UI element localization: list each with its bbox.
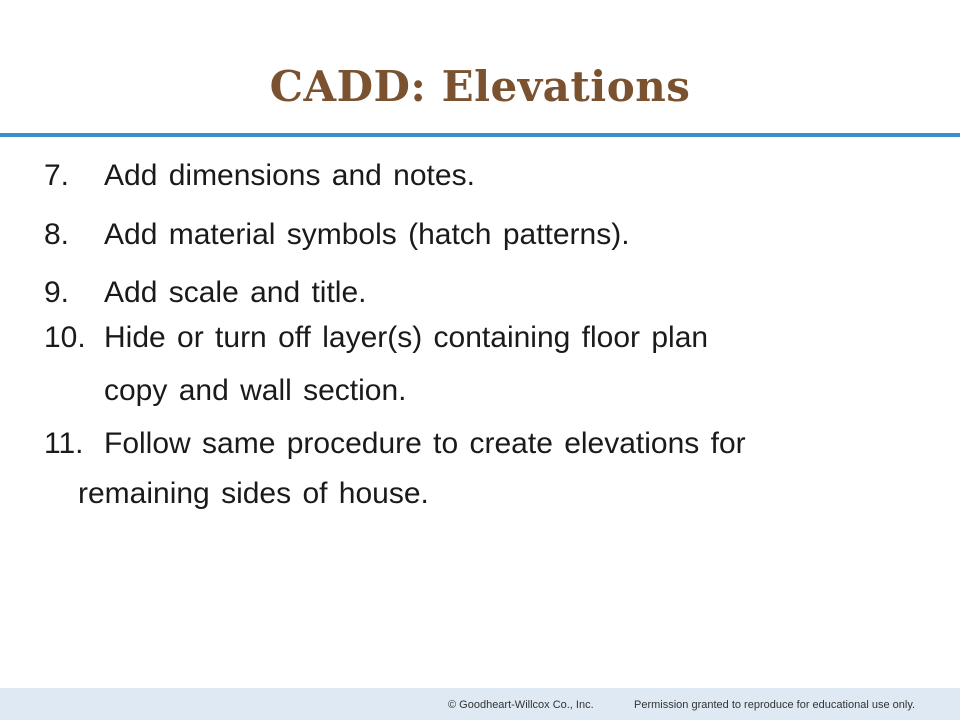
item-text: Add material symbols (hatch patterns). [104, 218, 630, 251]
item-number: 7. [44, 159, 70, 192]
list-item [44, 278, 367, 308]
list-item-continuation: remaining sides of house. [78, 477, 429, 510]
item-text: Hide or turn off layer(s) containing floor plan [104, 321, 709, 354]
slide-title: CADD: Elevations [269, 62, 691, 111]
list-item [44, 161, 475, 191]
item-number: 10. [44, 321, 86, 354]
footer-bar [0, 688, 960, 720]
item-number: 8. [44, 218, 70, 251]
item-text: Add scale and title. [104, 276, 367, 309]
title-divider [0, 133, 960, 137]
list-item [44, 429, 746, 459]
item-number: 9. [44, 276, 70, 309]
copyright-text: © Goodheart-Willcox Co., Inc. [448, 699, 594, 711]
list-item [44, 220, 630, 250]
permission-text: Permission granted to reproduce for educational use only. [634, 699, 916, 711]
item-number: 11. [44, 427, 84, 460]
item-text: Follow same procedure to create elevations for [104, 427, 746, 460]
list-item-continuation: copy and wall section. [104, 374, 407, 407]
list-item [44, 323, 708, 353]
item-text: Add dimensions and notes. [104, 159, 475, 192]
